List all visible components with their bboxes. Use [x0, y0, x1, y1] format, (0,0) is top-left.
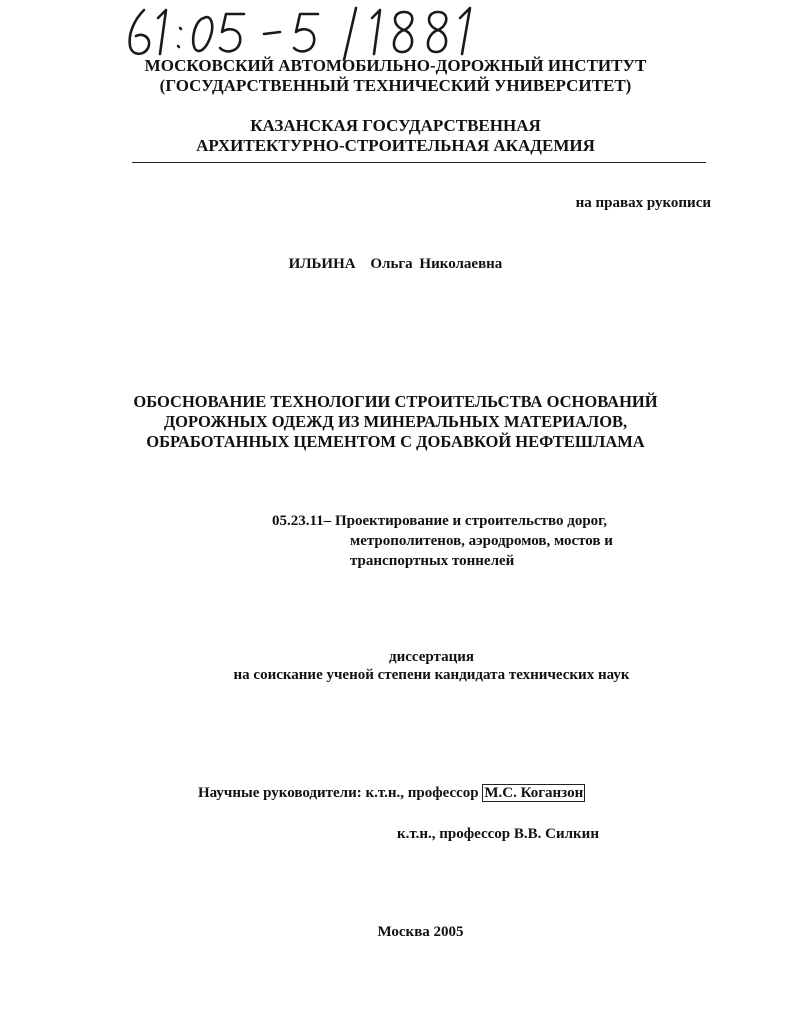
title-line-2: ДОРОЖНЫХ ОДЕЖД ИЗ МИНЕРАЛЬНЫХ МАТЕРИАЛОВ,: [163, 412, 628, 431]
manuscript-rights: на правах рукописи: [575, 195, 711, 211]
title-line-1: ОБОСНОВАНИЕ ТЕХНОЛОГИИ СТРОИТЕЛЬСТВА ОСНОВАНИЙ: [133, 392, 658, 411]
institution-moscow: [60, 56, 731, 96]
specialty-code: 05.23.11–: [272, 513, 332, 529]
dissertation-label: диссертация: [389, 649, 474, 665]
supervisors-label: Научные руководители:: [198, 785, 362, 801]
institution-kazan: [60, 116, 731, 156]
supervisors-line-1: [198, 785, 585, 802]
supervisor-1-title: к.т.н., профессор: [365, 785, 479, 801]
institution-moscow-line-1: МОСКОВСКИЙ АВТОМОБИЛЬНО-ДОРОЖНЫЙ ИНСТИТУТ: [144, 56, 647, 75]
dissertation-degree-text: на соискание ученой степени кандидата технических наук: [233, 667, 630, 683]
dissertation-purpose: [0, 647, 791, 667]
specialty: [272, 511, 613, 571]
handwritten-archive-code: [122, 4, 482, 62]
dissertation-title: [40, 392, 751, 452]
specialty-line-3: транспортных тоннелей: [350, 553, 515, 569]
title-line-3: ОБРАБОТАННЫХ ЦЕМЕНТОМ С ДОБАВКОЙ НЕФТЕШЛАМА: [146, 432, 645, 451]
author-given-names: Ольга Николаевна: [370, 256, 503, 272]
author-name: [0, 256, 791, 273]
specialty-line-2: метрополитенов, аэродромов, мостов и: [350, 533, 613, 549]
place-year: Москва 2005: [377, 924, 464, 940]
institution-moscow-line-2: (ГОСУДАРСТВЕННЫЙ ТЕХНИЧЕСКИЙ УНИВЕРСИТЕТ): [159, 76, 632, 95]
specialty-line-1: Проектирование и строительство дорог,: [334, 513, 608, 529]
dissertation-degree: [0, 667, 791, 684]
institution-kazan-line-1: КАЗАНСКАЯ ГОСУДАРСТВЕННАЯ: [250, 116, 541, 135]
institution-kazan-line-2: АРХИТЕКТУРНО-СТРОИТЕЛЬНАЯ АКАДЕМИЯ: [196, 136, 595, 155]
supervisor-1-name: М.С. Коганзон: [484, 785, 584, 801]
header-divider: [132, 162, 706, 163]
supervisors-line-2: к.т.н., профессор В.В. Силкин: [397, 826, 599, 842]
author-surname: ИЛЬИНА: [288, 256, 356, 272]
